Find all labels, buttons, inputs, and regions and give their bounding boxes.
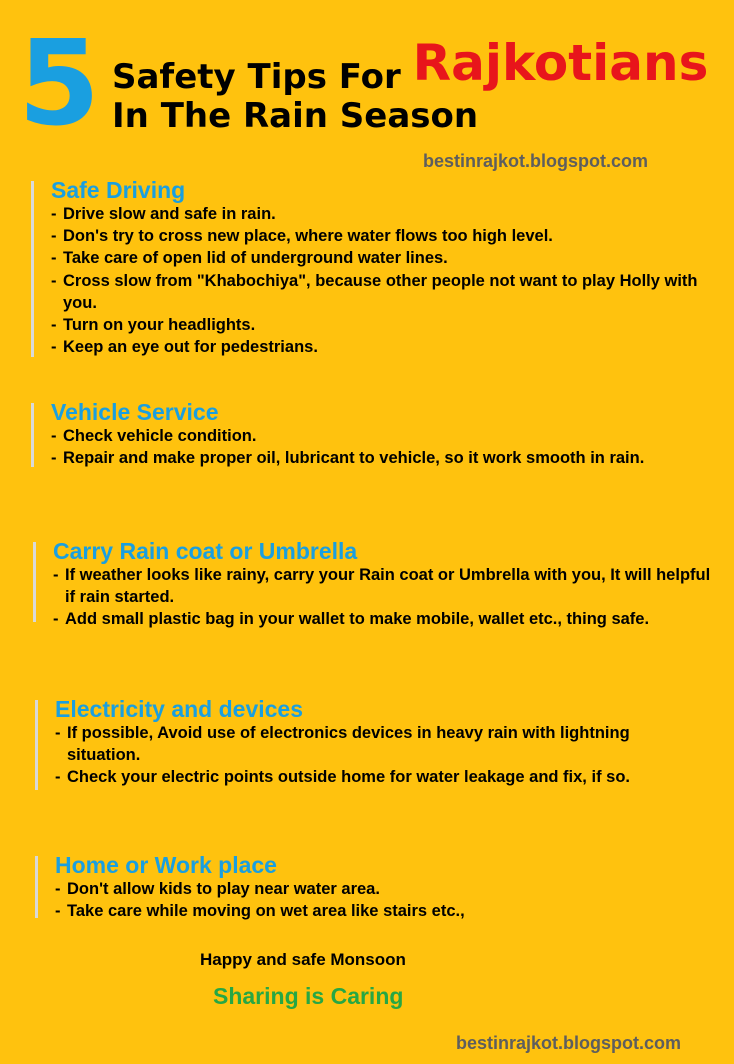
section-divider-bar — [33, 542, 36, 622]
section-list — [55, 878, 705, 922]
list-item: - Turn on your headlights. — [51, 316, 256, 335]
list-item: - If possible, Avoid use of electronics devices in heavy rain with lightning situation. — [55, 724, 630, 765]
big-number-five: 5 — [18, 14, 101, 152]
sharing-is-caring: Sharing is Caring — [213, 983, 404, 1009]
section-safe-driving — [31, 177, 701, 358]
watermark-bottom: bestinrajkot.blogspot.com — [456, 1033, 682, 1053]
list-item: - Keep an eye out for pedestrians. — [51, 338, 318, 357]
list-item: - Check your electric points outside home for water leakage and fix, if so. — [55, 768, 630, 787]
section-list — [53, 564, 723, 631]
list-item: - Take care of open lid of underground water lines. — [51, 249, 448, 268]
list-item: - Check vehicle condition. — [51, 427, 257, 445]
closing-message: Happy and safe Monsoon — [200, 950, 406, 969]
section-list — [51, 425, 701, 469]
list-item: - Add small plastic bag in your wallet to make mobile, wallet etc., thing safe. — [53, 610, 650, 629]
list-item: - Don's try to cross new place, where water flows too high level. — [51, 227, 553, 246]
section-home-work-place — [35, 852, 705, 922]
title-prefix: Safety Tips For — [112, 57, 401, 97]
list-item: - Take care while moving on wet area like stairs etc., — [55, 902, 465, 921]
section-title: Carry Rain coat or Umbrella — [53, 538, 358, 564]
section-list — [55, 722, 705, 789]
section-rain-coat-umbrella — [33, 538, 723, 631]
watermark-top: bestinrajkot.blogspot.com — [423, 151, 649, 171]
section-title: Vehicle Service — [51, 399, 219, 425]
section-divider-bar — [35, 700, 38, 790]
list-item: - If weather looks like rainy, carry your Rain coat or Umbrella with you, It will helpful if rain started. — [53, 566, 711, 607]
section-list — [51, 203, 701, 358]
list-item: - Drive slow and safe in rain. — [51, 205, 276, 223]
section-title: Electricity and devices — [55, 696, 304, 722]
list-item: - Repair and make proper oil, lubricant to vehicle, so it work smooth in rain. — [51, 449, 645, 468]
section-divider-bar — [31, 403, 34, 467]
section-title: Home or Work place — [55, 852, 277, 878]
title-accent-rajkotians: Rajkotians — [412, 34, 709, 92]
title-line-1 — [112, 34, 709, 100]
section-divider-bar — [31, 181, 34, 357]
section-title: Safe Driving — [51, 177, 186, 203]
section-electricity-devices — [35, 696, 705, 789]
list-item: - Cross slow from "Khabochiya", because other people not want to play Holly with you. — [51, 271, 698, 312]
section-vehicle-service — [31, 399, 701, 469]
title-line-2: In The Rain Season — [112, 96, 479, 136]
section-divider-bar — [35, 856, 38, 918]
list-item: - Don't allow kids to play near water area. — [55, 880, 380, 898]
